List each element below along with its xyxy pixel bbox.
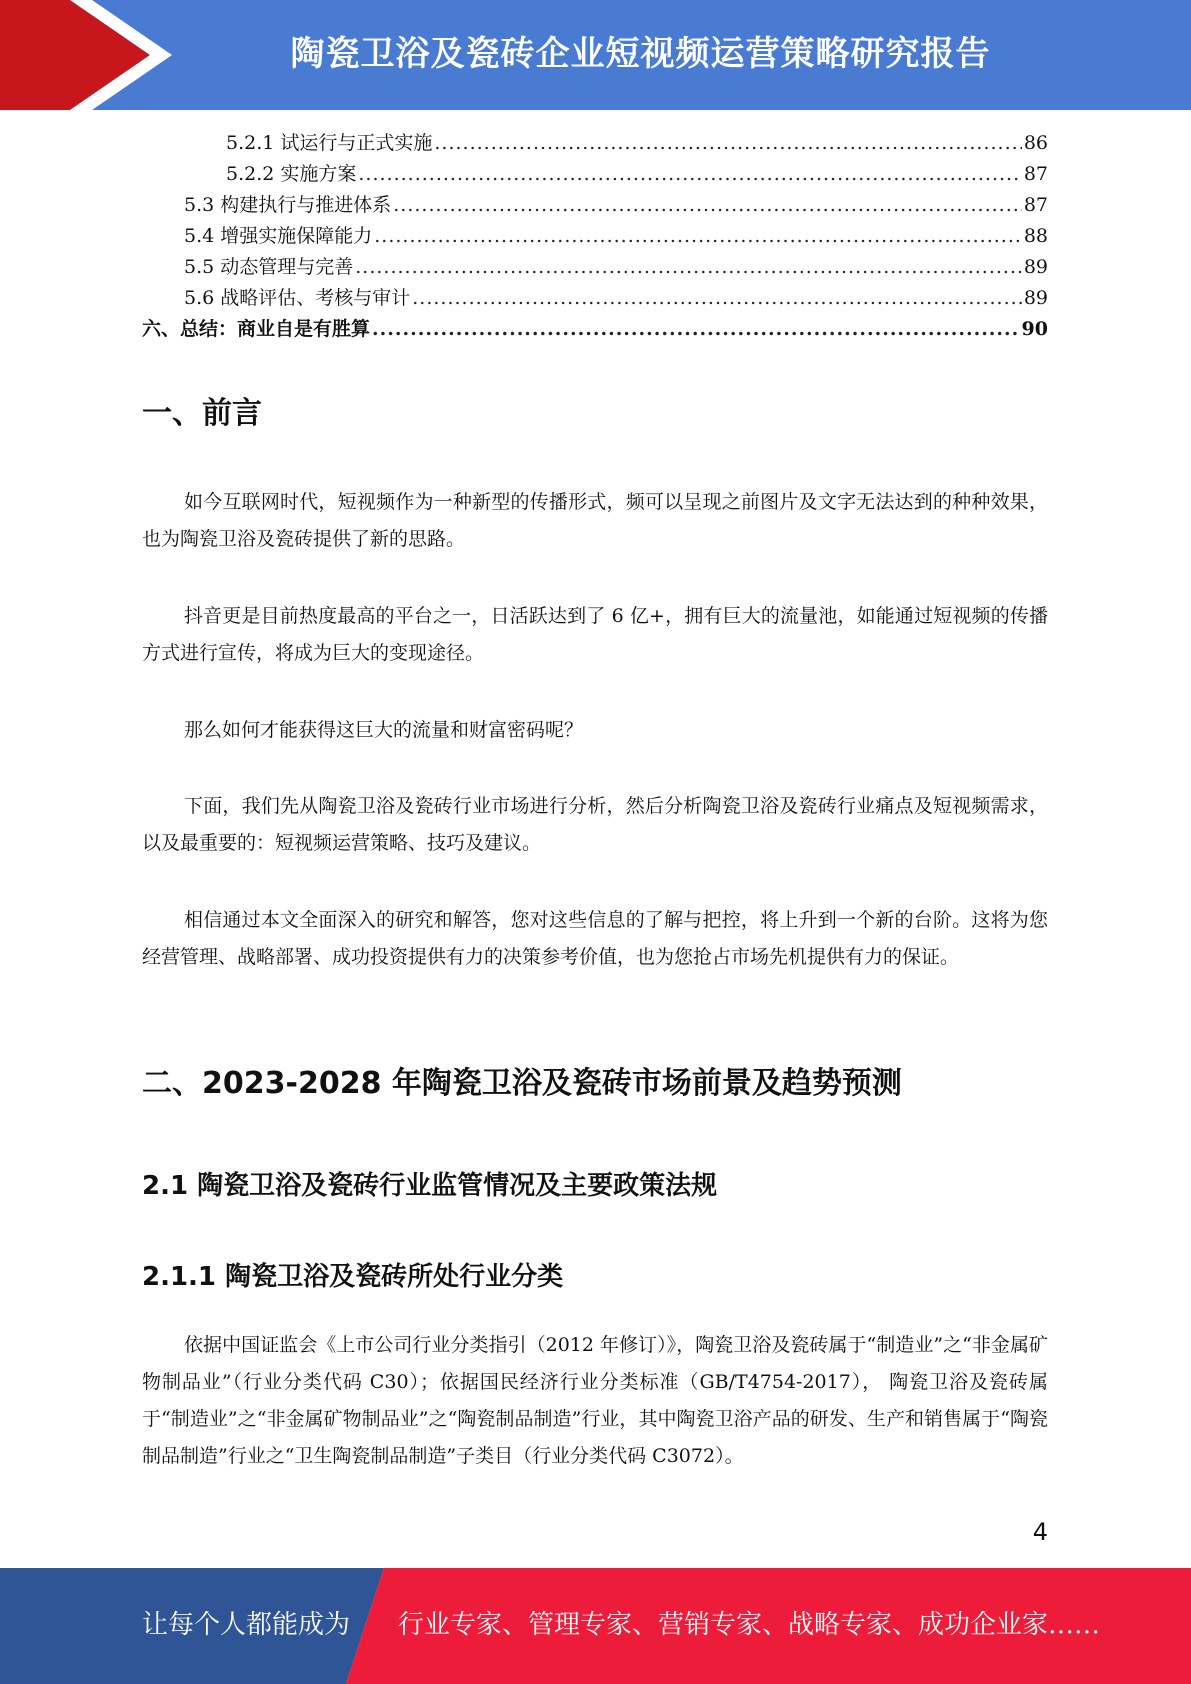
paragraph: 那么如何才能获得这巨大的流量和财富密码呢？: [184, 719, 584, 741]
paragraph: 相信通过本文全面深入的研究和解答，您对这些信息的了解与把控，将上升到一个新的台阶。这将为您经营管理、战略部署、成功投资提供有力的决策参考价值，也为您抢占市场先机提供有力的保证。: [142, 909, 1048, 968]
toc-entry-page: 90: [1021, 318, 1048, 340]
toc-entry-title: 5.6 战略评估、考核与审计: [184, 287, 411, 309]
market-heading: 二、2023-2028 年陶瓷卫浴及瓷砖市场前景及趋势预测: [142, 1066, 902, 1101]
toc-entry[interactable]: [142, 252, 1048, 283]
toc-entry[interactable]: [142, 128, 1048, 159]
toc-entry-page: 87: [1023, 163, 1048, 185]
paragraph: 如今互联网时代，短视频作为一种新型的传播形式，频可以呈现之前图片及文字无法达到的种种效果，也为陶瓷卫浴及瓷砖提供了新的思路。: [142, 491, 1048, 550]
footer-slogan-right: 行业专家、管理专家、营销专家、战略专家、成功企业家……: [398, 1610, 1101, 1640]
toc-entry-page: 86: [1023, 132, 1048, 154]
toc-entry[interactable]: [142, 159, 1048, 190]
toc-entry-title: 5.2.2 实施方案: [226, 163, 357, 185]
toc-entry-page: 88: [1023, 225, 1048, 247]
toc-entry-title: 5.4 增强实施保障能力: [184, 225, 373, 247]
paragraph: 下面，我们先从陶瓷卫浴及瓷砖行业市场进行分析，然后分析陶瓷卫浴及瓷砖行业痛点及短视频需求，以及最重要的：短视频运营策略、技巧及建议。: [142, 795, 1048, 854]
toc-entry-title: 5.2.1 试运行与正式实施: [226, 132, 433, 154]
toc-entry-page: 89: [1023, 256, 1048, 278]
paragraph: 依据中国证监会《上市公司行业分类指引（2012 年修订）》，陶瓷卫浴及瓷砖属于“制造业”之“非金属矿物制品业”（行业分类代码 C30）；依据国民经济行业分类标准（GB/T4754-2017）， 陶瓷卫浴及瓷砖属于“制造业”之“非金属矿物制品业”之“陶瓷制品制造”行业，其中陶瓷卫浴产品的研发、生产和销售属于“陶瓷制品制造”行业之“卫生陶瓷制品制造”子类目（行业分类代码 C3072）。: [142, 1334, 1048, 1467]
page-header: [0, 0, 1191, 110]
report-title: 陶瓷卫浴及瓷砖企业短视频运营策略研究报告: [290, 34, 991, 74]
toc-entry-page: 89: [1023, 287, 1048, 309]
toc-entry-title: 六、总结：商业自是有胜算: [142, 318, 371, 340]
preface-heading: 一、前言: [142, 396, 262, 431]
paragraph: 抖音更是目前热度最高的平台之一，日活跃达到了 6 亿+，拥有巨大的流量池，如能通过短视频的传播方式进行宣传，将成为巨大的变现途径。: [142, 605, 1048, 664]
toc-entry[interactable]: [142, 190, 1048, 221]
toc-entry-page: 87: [1023, 194, 1048, 216]
table-of-contents: [142, 128, 1048, 345]
toc-entry-title: 5.3 构建执行与推进体系: [184, 194, 392, 216]
toc-entry[interactable]: [142, 283, 1048, 314]
toc-entry-title: 5.5 动态管理与完善: [184, 256, 354, 278]
page-number: 4: [1032, 1518, 1048, 1546]
toc-entry[interactable]: [142, 314, 1048, 345]
toc-entry[interactable]: [142, 221, 1048, 252]
page-footer: [0, 1568, 1191, 1684]
subsection-heading: 2.1 陶瓷卫浴及瓷砖行业监管情况及主要政策法规: [142, 1171, 718, 1201]
footer-slogan-left: 让每个人都能成为: [142, 1610, 351, 1640]
subsection-heading: 2.1.1 陶瓷卫浴及瓷砖所处行业分类: [142, 1262, 564, 1292]
